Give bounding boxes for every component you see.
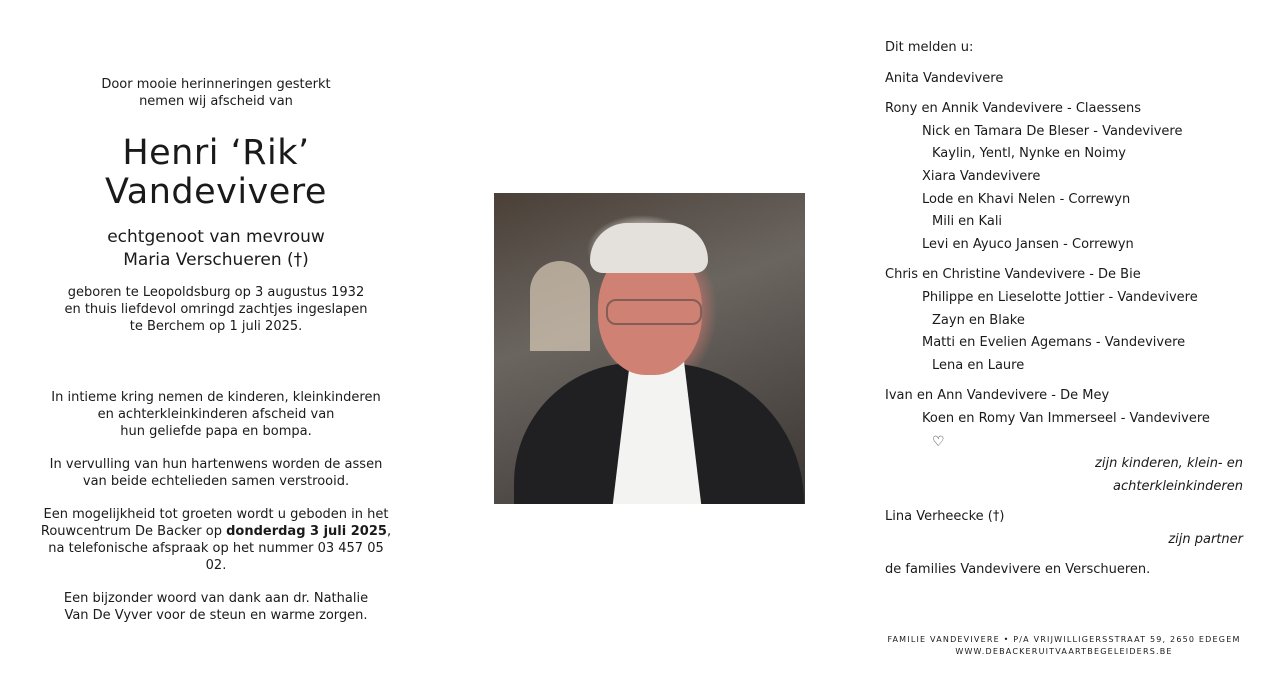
visitation-date: donderdag 3 juli 2025 [226,524,387,539]
birth-line: geboren te Leopoldsburg op 3 augustus 1932 [67,285,365,300]
intro-line: Door mooie herinneringen gesterkt [101,77,331,92]
role-partner-label: zijn partner [1168,531,1243,547]
partner-name: Lina Verheecke (†) [885,509,1005,525]
family-child: Matti en Evelien Agemans - Vandevivere [922,335,1186,351]
photo-hair [590,223,708,273]
family-child: Levi en Ayuco Jansen - Correwyn [922,236,1134,252]
paragraph-line: Een mogelijkheid tot groeten wordt u geboden in het [43,507,389,522]
role-children-label: zijn kinderen, klein- en [1095,456,1243,472]
right-column [885,37,1243,582]
paragraph-line: In vervulling van hun hartenwens worden de assen [49,457,383,472]
family-grandchild: Mili en Kali [932,214,1003,230]
family-grandchild: Lena en Laure [932,357,1025,373]
deceased-name-line: Henri ‘Rik’ [122,133,310,173]
family-branch-rony [885,98,1243,256]
visitation-paragraph [40,506,392,574]
heart-icon: ♡ [932,433,945,450]
paragraph-punctuation: , [386,524,392,539]
ashes-paragraph [40,456,392,490]
closing-paragraphs [40,389,392,624]
paragraph-line: In intieme kring nemen de kinderen, kleinkinderen [51,390,381,405]
family-child: Xiara Vandevivere [922,168,1041,184]
birth-line: en thuis liefdevol omringd zachtjes ingeslapen [64,302,368,317]
photo-background-window [530,261,590,351]
thanks-paragraph [40,590,392,624]
paragraph-line: en achterkleinkinderen afscheid van [97,407,335,422]
family-grandchild: Kaylin, Yentl, Nynke en Noimy [932,146,1126,162]
family-member: Anita Vandevivere [885,70,1004,86]
announcement-heading: Dit melden u: [885,40,974,55]
footer-address [885,634,1243,658]
paragraph-line: hun geliefde papa en bompa. [120,424,312,439]
portrait-photo [494,193,805,504]
footer-website: WWW.DEBACKERUITVAARTBEGELEIDERS.BE [955,647,1173,656]
birth-line: te Berchem op 1 juli 2025. [129,319,303,334]
deceased-name [40,134,392,212]
paragraph-line: Een bijzonder woord van dank aan dr. Nathalie [63,591,369,606]
intro-text [40,76,392,110]
family-child: Koen en Romy Van Immerseel - Vandevivere [922,410,1210,426]
photo-glasses [606,299,702,325]
left-column [40,76,392,640]
paragraph-line: Rouwcentrum De Backer op [40,524,227,539]
family-parent: Chris en Christine Vandevivere - De Bie [885,267,1141,283]
families-line: de families Vandevivere en Verschueren. [885,562,1151,578]
role-children-label: achterkleinkinderen [1113,478,1243,494]
family-branch-chris [885,264,1243,377]
family-child: Philippe en Lieselotte Jottier - Vandevivere [922,289,1198,305]
paragraph-line: van beide echtelieden samen verstrooid. [82,474,350,489]
spouse-line: echtgenoot van mevrouw [107,227,325,247]
birth-death-text [40,284,392,335]
intro-line: nemen wij afscheid van [139,94,293,109]
paragraph-line: na telefonische afspraak op het nummer 03 457 05 02. [48,541,384,573]
family-child: Nick en Tamara De Bleser - Vandevivere [922,123,1183,139]
spouse-line: Maria Verschueren (†) [123,250,309,270]
family-grandchild: Zayn en Blake [932,312,1025,328]
deceased-name-line: Vandevivere [105,172,327,212]
family-parent: Rony en Annik Vandevivere - Claessens [885,101,1142,117]
paragraph-line: Van De Vyver voor de steun en warme zorgen. [64,608,368,623]
family-parent: Ivan en Ann Vandevivere - De Mey [885,388,1110,404]
footer-address-line: FAMILIE VANDEVIVERE • P/A VRIJWILLIGERSSTRAAT 59, 2650 EDEGEM [887,635,1241,644]
family-child: Lode en Khavi Nelen - Correwyn [922,191,1131,207]
farewell-paragraph [40,389,392,440]
spouse-text [40,226,392,272]
family-branch-ivan [885,385,1243,453]
